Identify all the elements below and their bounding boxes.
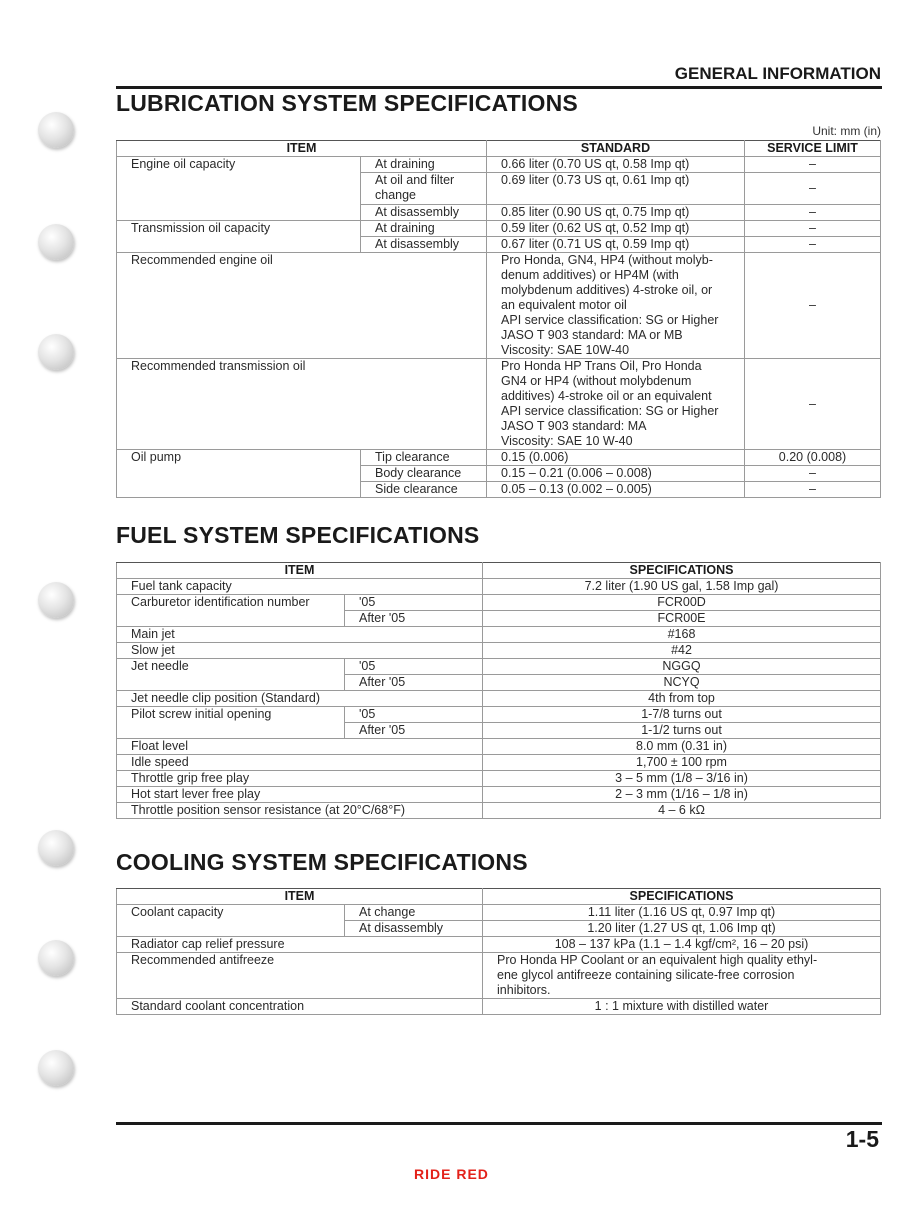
table-row — [117, 579, 881, 595]
text-line: ene glycol antifreeze containing silicate-free corrosion — [497, 968, 795, 982]
header-rule — [116, 86, 882, 89]
cooling-table — [116, 888, 881, 1015]
sub-item: '05 — [345, 595, 483, 611]
spec-value: NCYQ — [483, 675, 881, 691]
table-row — [117, 595, 881, 611]
spec-value: 4 – 6 kΩ — [483, 803, 881, 819]
spec-value: 1.11 liter (1.16 US qt, 0.97 Imp qt) — [483, 905, 881, 921]
limit-value: – — [745, 157, 881, 173]
column-header-spec: SPECIFICATIONS — [483, 889, 881, 905]
table-row — [117, 937, 881, 953]
brand-logo: RIDE RED — [414, 1166, 489, 1182]
limit-value: – — [745, 205, 881, 221]
cooling-title: COOLING SYSTEM SPECIFICATIONS — [116, 849, 528, 875]
table-row — [117, 691, 881, 707]
table-header-row — [117, 563, 881, 579]
text-line: API service classification: SG or Higher — [501, 313, 719, 327]
spec-value: 1 : 1 mixture with distilled water — [483, 999, 881, 1015]
table-row — [117, 157, 881, 173]
table-row — [117, 707, 881, 723]
spec-value: 1-1/2 turns out — [483, 723, 881, 739]
spec-value: 108 – 137 kPa (1.1 – 1.4 kgf/cm², 16 – 20 psi) — [483, 937, 881, 953]
sub-item: '05 — [345, 659, 483, 675]
column-header-spec: SPECIFICATIONS — [483, 563, 881, 579]
text-line: GN4 or HP4 (without molybdenum — [501, 374, 692, 388]
text-line: molybdenum additives) 4-stroke oil, or — [501, 283, 713, 297]
standard-value: 0.67 liter (0.71 US qt, 0.59 Imp qt) — [487, 237, 745, 253]
text-line: JASO T 903 standard: MA — [501, 419, 647, 433]
text-line: API service classification: SG or Higher — [501, 404, 719, 418]
binder-holes — [38, 0, 78, 1208]
standard-value: 0.15 (0.006) — [487, 450, 745, 466]
column-header-standard: STANDARD — [487, 141, 745, 157]
item-label: Float level — [117, 739, 483, 755]
spec-value: #42 — [483, 643, 881, 659]
standard-value-multiline — [487, 253, 745, 359]
footer-rule — [116, 1122, 882, 1125]
spec-value: 8.0 mm (0.31 in) — [483, 739, 881, 755]
page-number: 1-5 — [845, 1126, 879, 1152]
sub-item: At draining — [361, 221, 487, 237]
item-label: Radiator cap relief pressure — [117, 937, 483, 953]
sub-item: At draining — [361, 157, 487, 173]
sub-item: Side clearance — [361, 482, 487, 498]
sub-item: Body clearance — [361, 466, 487, 482]
item-label: Throttle grip free play — [117, 771, 483, 787]
table-row — [117, 905, 881, 921]
standard-value: 0.66 liter (0.70 US qt, 0.58 Imp qt) — [487, 157, 745, 173]
item-label: Standard coolant concentration — [117, 999, 483, 1015]
item-label: Slow jet — [117, 643, 483, 659]
limit-value: 0.20 (0.008) — [745, 450, 881, 466]
item-label: Recommended engine oil — [117, 253, 487, 359]
lubrication-title: LUBRICATION SYSTEM SPECIFICATIONS — [116, 90, 578, 116]
table-row — [117, 953, 881, 999]
table-row — [117, 253, 881, 359]
standard-value: 0.85 liter (0.90 US qt, 0.75 Imp qt) — [487, 205, 745, 221]
standard-value: 0.15 – 0.21 (0.006 – 0.008) — [487, 466, 745, 482]
standard-value: 0.69 liter (0.73 US qt, 0.61 Imp qt) — [487, 173, 745, 205]
text-line: an equivalent motor oil — [501, 298, 627, 312]
spec-value: 1-7/8 turns out — [483, 707, 881, 723]
unit-note: Unit: mm (in) — [812, 124, 881, 138]
sub-item: After '05 — [345, 723, 483, 739]
spec-value-multiline — [483, 953, 881, 999]
spec-value: 3 – 5 mm (1/8 – 3/16 in) — [483, 771, 881, 787]
table-row — [117, 450, 881, 466]
table-row — [117, 787, 881, 803]
standard-value-multiline — [487, 359, 745, 450]
sub-item: Tip clearance — [361, 450, 487, 466]
binder-hole-icon — [38, 1050, 74, 1086]
limit-value: – — [745, 173, 881, 205]
limit-value: – — [745, 482, 881, 498]
item-label: Engine oil capacity — [117, 157, 361, 221]
item-label: Recommended antifreeze — [117, 953, 483, 999]
item-label: Hot start lever free play — [117, 787, 483, 803]
item-label: Carburetor identification number — [117, 595, 345, 627]
text-line: Viscosity: SAE 10W-40 — [501, 343, 630, 357]
item-label: Fuel tank capacity — [117, 579, 483, 595]
text-line: JASO T 903 standard: MA or MB — [501, 328, 683, 342]
table-row — [117, 659, 881, 675]
spec-value: FCR00D — [483, 595, 881, 611]
fuel-title: FUEL SYSTEM SPECIFICATIONS — [116, 522, 480, 548]
sub-item: At oil and filter change — [361, 173, 487, 205]
item-label: Jet needle — [117, 659, 345, 691]
text-line: Pro Honda HP Coolant or an equivalent high quality ethyl- — [497, 953, 818, 967]
table-row — [117, 627, 881, 643]
text-line: Viscosity: SAE 10 W-40 — [501, 434, 633, 448]
item-label: Pilot screw initial opening — [117, 707, 345, 739]
limit-value: – — [745, 359, 881, 450]
item-label: Jet needle clip position (Standard) — [117, 691, 483, 707]
spec-value: 2 – 3 mm (1/16 – 1/8 in) — [483, 787, 881, 803]
table-row — [117, 221, 881, 237]
text-line: Pro Honda HP Trans Oil, Pro Honda — [501, 359, 702, 373]
sub-item: At disassembly — [345, 921, 483, 937]
item-label: Throttle position sensor resistance (at 20°C/68°F) — [117, 803, 483, 819]
item-label: Oil pump — [117, 450, 361, 498]
table-row — [117, 739, 881, 755]
table-row — [117, 803, 881, 819]
table-row — [117, 643, 881, 659]
spec-value: 1.20 liter (1.27 US qt, 1.06 Imp qt) — [483, 921, 881, 937]
column-header-limit: SERVICE LIMIT — [745, 141, 881, 157]
sub-item: At disassembly — [361, 237, 487, 253]
binder-hole-icon — [38, 112, 74, 148]
table-row — [117, 755, 881, 771]
sub-item: '05 — [345, 707, 483, 723]
text-line: Pro Honda, GN4, HP4 (without molyb- — [501, 253, 713, 267]
spec-value: NGGQ — [483, 659, 881, 675]
item-label: Recommended transmission oil — [117, 359, 487, 450]
binder-hole-icon — [38, 940, 74, 976]
spec-value: 1,700 ± 100 rpm — [483, 755, 881, 771]
standard-value: 0.59 liter (0.62 US qt, 0.52 Imp qt) — [487, 221, 745, 237]
text-line: denum additives) or HP4M (with — [501, 268, 679, 282]
sub-item: After '05 — [345, 611, 483, 627]
binder-hole-icon — [38, 224, 74, 260]
spec-value: 7.2 liter (1.90 US gal, 1.58 Imp gal) — [483, 579, 881, 595]
table-row — [117, 999, 881, 1015]
binder-hole-icon — [38, 334, 74, 370]
standard-value: 0.05 – 0.13 (0.002 – 0.005) — [487, 482, 745, 498]
item-label: Coolant capacity — [117, 905, 345, 937]
table-header-row — [117, 141, 881, 157]
binder-hole-icon — [38, 582, 74, 618]
limit-value: – — [745, 466, 881, 482]
table-header-row — [117, 889, 881, 905]
binder-hole-icon — [38, 830, 74, 866]
item-label: Idle speed — [117, 755, 483, 771]
limit-value: – — [745, 237, 881, 253]
text-line: inhibitors. — [497, 983, 551, 997]
section-header: GENERAL INFORMATION — [674, 64, 881, 83]
sub-item: At disassembly — [361, 205, 487, 221]
item-label: Main jet — [117, 627, 483, 643]
limit-value: – — [745, 253, 881, 359]
sub-item: After '05 — [345, 675, 483, 691]
column-header-item: ITEM — [117, 563, 483, 579]
lubrication-table — [116, 140, 881, 498]
spec-value: #168 — [483, 627, 881, 643]
column-header-item: ITEM — [117, 141, 487, 157]
fuel-table — [116, 562, 881, 819]
table-row — [117, 771, 881, 787]
spec-value: FCR00E — [483, 611, 881, 627]
limit-value: – — [745, 221, 881, 237]
sub-item: At change — [345, 905, 483, 921]
text-line: additives) 4-stroke oil or an equivalent — [501, 389, 712, 403]
column-header-item: ITEM — [117, 889, 483, 905]
item-label: Transmission oil capacity — [117, 221, 361, 253]
spec-value: 4th from top — [483, 691, 881, 707]
table-row — [117, 359, 881, 450]
